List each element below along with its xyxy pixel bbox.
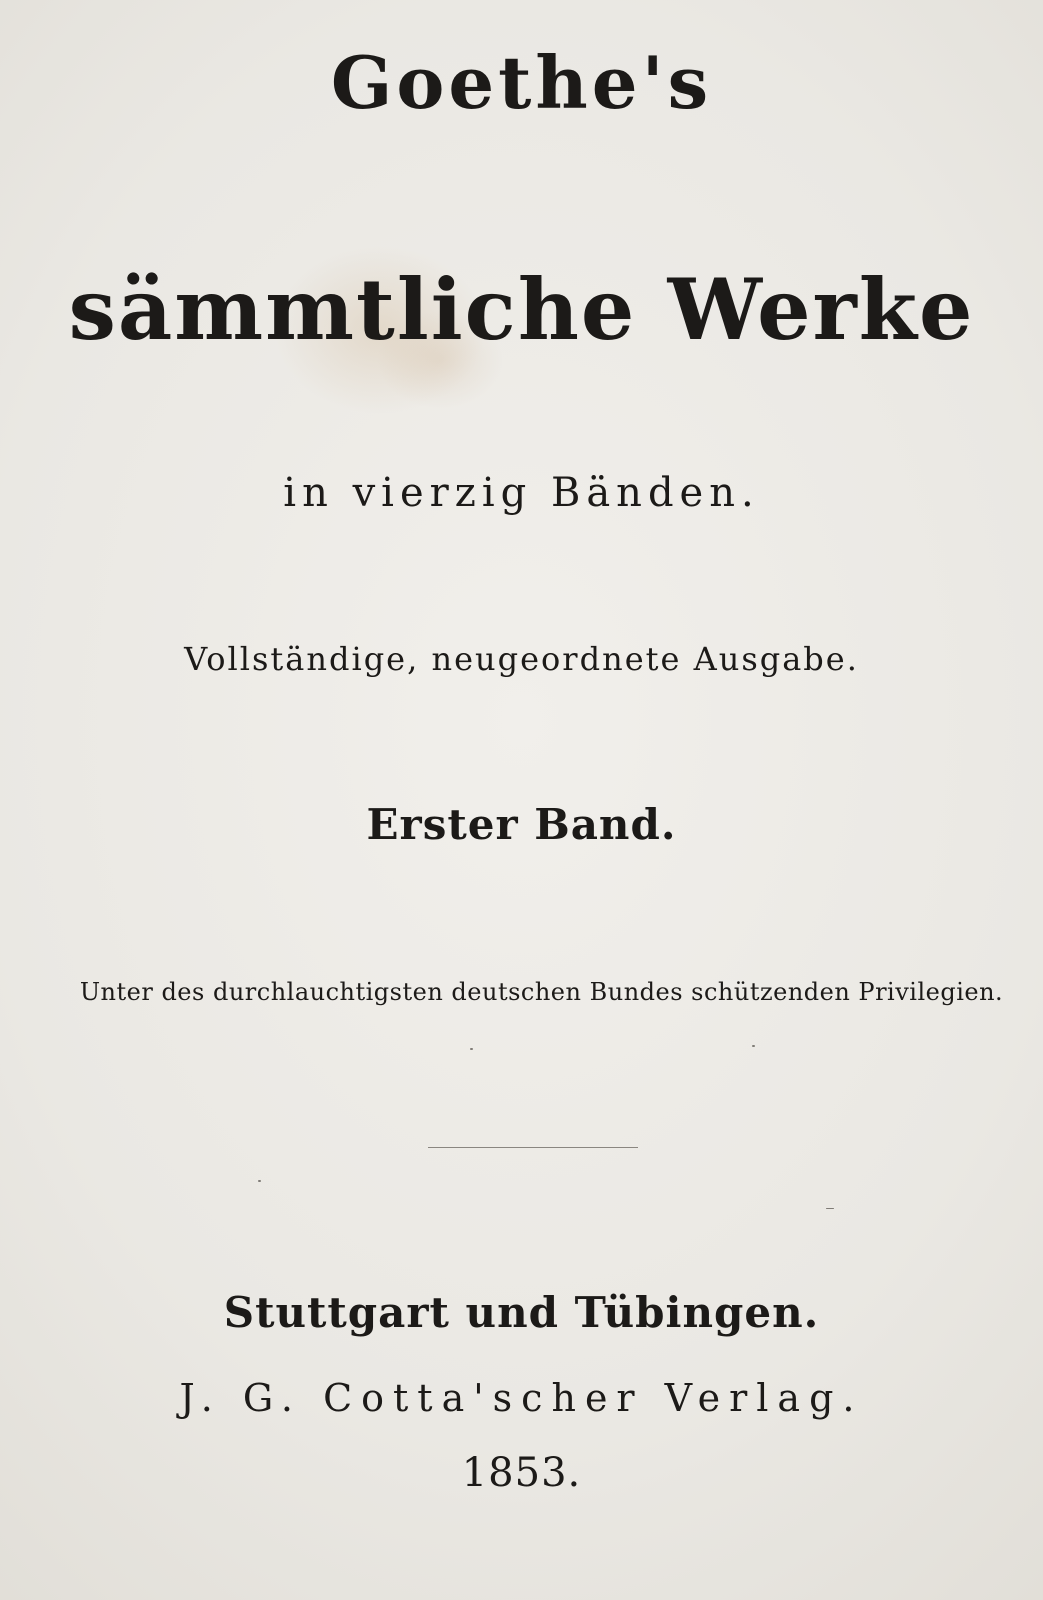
paper-speck xyxy=(826,1208,834,1209)
paper-speck xyxy=(752,1045,755,1047)
publication-year: 1853. xyxy=(461,1450,582,1496)
paper-speck xyxy=(258,1180,261,1182)
edition-line: Vollständige, neugeordnete Ausgabe. xyxy=(184,640,859,678)
publication-place: Stuttgart und Tübingen. xyxy=(223,1288,820,1337)
paper-speck xyxy=(470,1048,473,1050)
separator-rule xyxy=(428,1147,638,1148)
work-title: sämmtliche Werke xyxy=(68,260,975,359)
volume-number: Erster Band. xyxy=(366,800,677,849)
publisher-line: J. G. Cotta'scher Verlag. xyxy=(179,1376,864,1420)
privilege-line: Unter des durchlauchtigsten deutschen Bundes schützenden Privilegien. xyxy=(79,978,1004,1006)
volumes-line: in vierzig Bänden. xyxy=(283,470,760,516)
author-heading: Goethe's xyxy=(330,40,713,125)
